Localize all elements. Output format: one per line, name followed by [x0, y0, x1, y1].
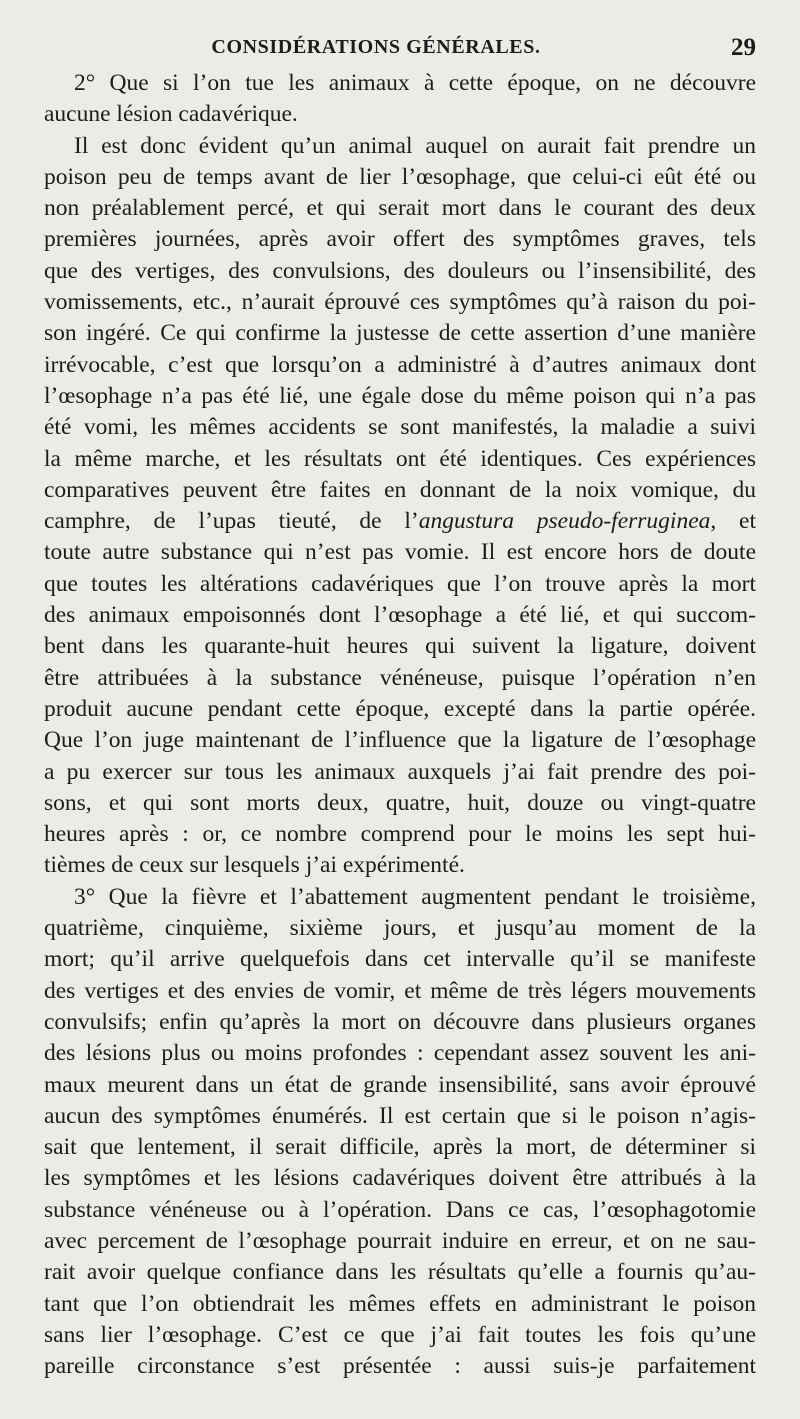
text-run: , et — [710, 508, 756, 535]
text-line: des vertiges et des envies de vomir, et même de très légers mouvements — [44, 977, 756, 1004]
text-line: été vomi, les mêmes accidents se sont manifestés, la maladie a suivi — [44, 414, 756, 441]
text-line: aucune lésion cadavérique. — [44, 101, 298, 128]
text-line — [44, 506, 756, 537]
text-line: 3° Que la fièvre et l’abattement augmentent pendant le troisième, — [74, 883, 756, 910]
text-line: Il est donc évident qu’un animal auquel on aurait fait prendre un — [74, 132, 756, 159]
text-line: pareille circonstance s’est présentée : aussi suis-je parfaitement — [44, 1353, 756, 1380]
text-line: 2° Que si l’on tue les animaux à cette époque, on ne découvre — [74, 70, 756, 96]
text-line: tant que l’on obtiendrait les mêmes effets en administrant le poison — [44, 1290, 756, 1317]
text-line: des animaux empoisonnés dont l’œsophage a été lié, et qui succom- — [44, 602, 756, 629]
text-line: substance vénéneuse ou à l’opération. Dans ce cas, l’œsophagotomie — [44, 1196, 756, 1223]
text-line: irrévocable, c’est que lorsqu’on a administré à d’autres animaux dont — [44, 351, 756, 378]
text-line: toute autre substance qui n’est pas vomie. Il est encore hors de doute — [44, 539, 756, 566]
text-line: aucun des symptômes énumérés. Il est certain que si le poison n’agis- — [44, 1102, 756, 1129]
text-line: a pu exercer sur tous les animaux auxquels j’ai fait prendre des poi- — [44, 758, 756, 785]
text-line: premières journées, après avoir offert des symptômes graves, tels — [44, 226, 756, 253]
text-line: sons, et qui sont morts deux, quatre, huit, douze ou vingt-quatre — [44, 789, 756, 816]
italic-term: angustura pseudo-ferruginea — [418, 508, 711, 535]
text-line: sans lier l’œsophage. C’est ce que j’ai fait toutes les fois qu’une — [44, 1321, 756, 1348]
text-line: mort; qu’il arrive quelquefois dans cet intervalle qu’il se manifeste — [44, 946, 756, 973]
text-line: sait que lentement, il serait difficile, après la mort, de déterminer si — [44, 1134, 756, 1161]
text-line: être attribuées à la substance vénéneuse, puisque l’opération n’en — [44, 664, 756, 691]
page-header — [44, 36, 756, 66]
text-run: camphre, de l’upas tieuté, de l’ — [44, 508, 419, 535]
text-line: l’œsophage n’a pas été lié, une égale dose du même poison qui n’a pas — [44, 382, 756, 409]
text-line: convulsifs; enfin qu’après la mort on découvre dans plusieurs organes — [44, 1008, 756, 1035]
text-line: bent dans les quarante-huit heures qui suivent la ligature, doivent — [44, 633, 756, 660]
text-line: non préalablement percé, et qui serait mort dans le courant des deux — [44, 195, 756, 222]
text-line: produit aucune pendant cette époque, excepté dans la partie opérée. — [44, 695, 756, 722]
text-line: son ingéré. Ce qui confirme la justesse de cette assertion d’une manière — [44, 320, 756, 347]
text-line: les symptômes et les lésions cadavériques doivent être attribués à la — [44, 1165, 756, 1192]
text-line: maux meurent dans un état de grande insensibilité, sans avoir éprouvé — [44, 1071, 756, 1098]
running-head: CONSIDÉRATIONS GÉNÉRALES. — [211, 36, 541, 58]
text-line: Que l’on juge maintenant de l’influence que la ligature de l’œsophage — [44, 727, 756, 754]
body-text — [44, 68, 756, 1382]
text-line: des lésions plus ou moins profondes : cependant assez souvent les ani- — [44, 1040, 756, 1067]
text-line: tièmes de ceux sur lesquels j’ai expérimenté. — [44, 852, 465, 879]
page-number: 29 — [731, 34, 756, 61]
text-line: comparatives peuvent être faites en donnant de la noix vomique, du — [44, 476, 756, 503]
text-line: quatrième, cinquième, sixième jours, et jusqu’au moment de la — [44, 915, 756, 942]
text-line: vomissements, etc., n’aurait éprouvé ces symptômes qu’à raison du poi- — [44, 289, 756, 316]
text-line: rait avoir quelque confiance dans les résultats qu’elle a fournis qu’au- — [44, 1259, 756, 1286]
text-line: la même marche, et les résultats ont été identiques. Ces expériences — [44, 445, 756, 472]
text-line: poison peu de temps avant de lier l’œsophage, que celui-ci eût été ou — [44, 163, 756, 190]
text-line: que des vertiges, des convulsions, des douleurs ou l’insensibilité, des — [44, 257, 756, 284]
text-line: avec percement de l’œsophage pourrait induire en erreur, et on ne sau- — [44, 1227, 756, 1254]
text-line: heures après : or, ce nombre comprend pour le moins les sept hui- — [44, 821, 756, 848]
text-line: que toutes les altérations cadavériques que l’on trouve après la mort — [44, 570, 756, 597]
